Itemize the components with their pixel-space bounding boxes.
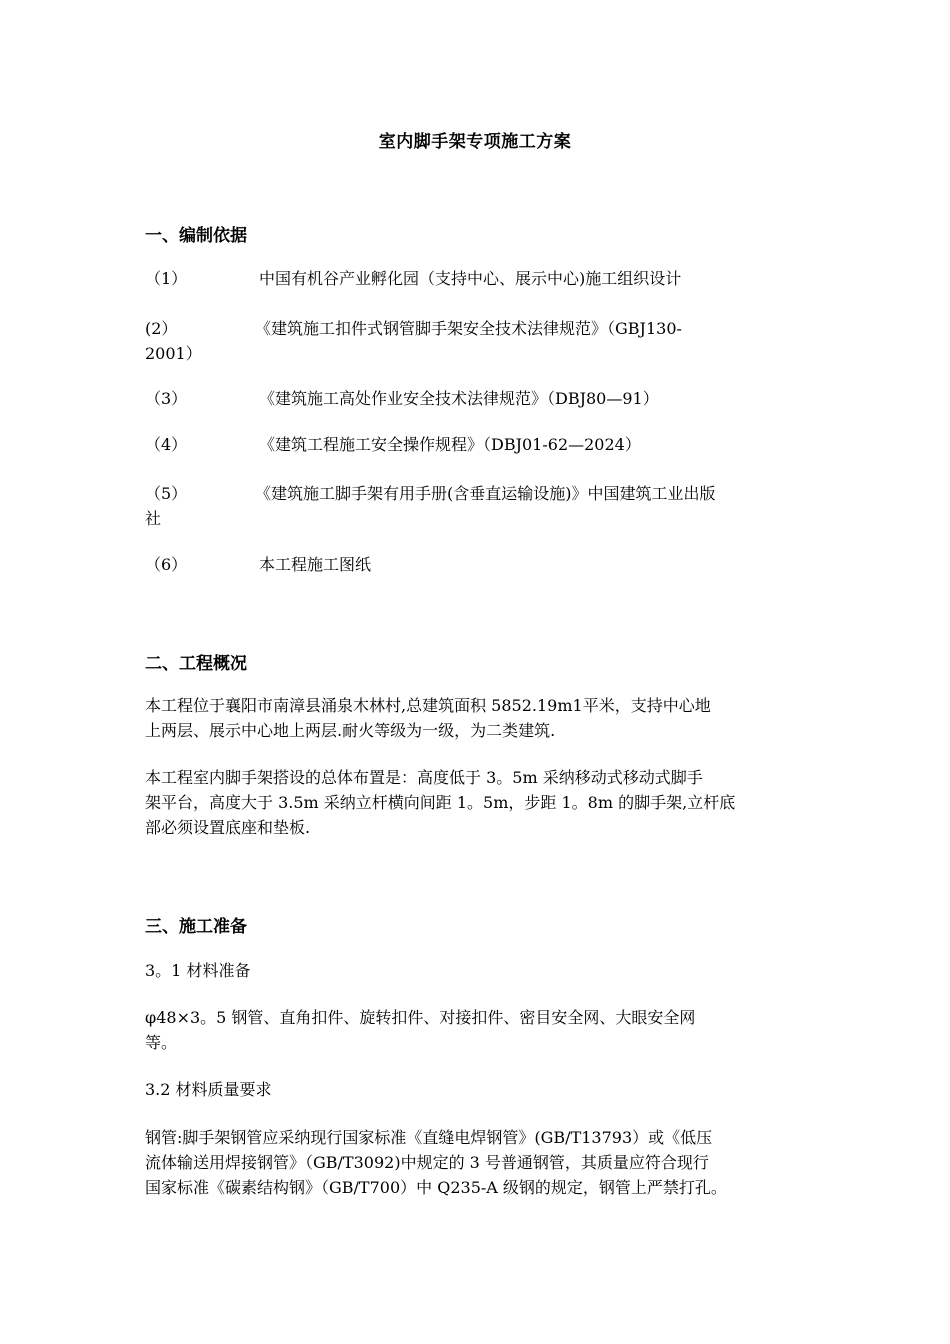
document-title: 室内脚手架专项施工方案 — [378, 132, 572, 152]
reference-number: （5） — [145, 484, 188, 503]
reference-item-3 — [145, 386, 805, 411]
text-line: 架平台，高度大于 3.5m 采纳立杆横向间距 1。5m，步距 1。8m 的脚手架,立杆底 — [145, 793, 736, 812]
reference-number: （3） — [145, 389, 188, 408]
text-line: φ48×3。5 钢管、直角扣件、旋转扣件、对接扣件、密目安全网、大眼安全网 — [145, 1008, 696, 1027]
reference-number: （6） — [145, 555, 188, 574]
reference-text: 《建筑施工高处作业安全技术法律规范》（DBJ80—91） — [259, 389, 659, 408]
reference-number: (2） — [145, 319, 178, 338]
reference-text: 本工程施工图纸 — [259, 555, 372, 574]
section-heading-basis: 一、编制依据 — [145, 226, 247, 246]
reference-text: 《建筑工程施工安全操作规程》（DBJ01-62—2024） — [259, 435, 641, 454]
quality-paragraph — [145, 1125, 805, 1200]
reference-item-6 — [145, 552, 805, 577]
text-line: 部必须设置底座和垫板. — [145, 818, 311, 837]
text-line: 上两层、展示中心地上两层.耐火等级为一级，为二类建筑. — [145, 721, 556, 740]
section-heading-preparation: 三、施工准备 — [145, 917, 247, 937]
text-line: 国家标准《碳素结构钢》（GB/T700）中 Q235-A 级钢的规定，钢管上严禁打孔。 — [145, 1178, 727, 1197]
text-line: 本工程室内脚手架搭设的总体布置是：高度低于 3。5m 采纳移动式移动式脚手 — [145, 768, 703, 787]
text-line: 流体输送用焊接钢管》（GB/T3092)中规定的 3 号普通钢管，其质量应符合现行 — [145, 1153, 709, 1172]
text-line: 钢管:脚手架钢管应采纳现行国家标准《直缝电焊钢管》(GB/T13793）或《低压 — [145, 1128, 713, 1147]
reference-item-5 — [145, 481, 805, 531]
overview-paragraph-1 — [145, 693, 805, 743]
reference-text: 《建筑施工扣件式钢管脚手架安全技术法律规范》（GBJ130- — [255, 319, 682, 338]
reference-text: 中国有机谷产业孵化园（支持中心、展示中心)施工组织设计 — [259, 269, 682, 288]
overview-paragraph-2 — [145, 765, 805, 840]
text-line: 等。 — [145, 1033, 178, 1052]
reference-item-1 — [145, 266, 805, 291]
subheading-quality: 3.2 材料质量要求 — [145, 1080, 272, 1099]
reference-text-continued: 2001） — [145, 344, 202, 363]
reference-number: （1） — [145, 269, 188, 288]
reference-number: （4） — [145, 435, 188, 454]
reference-text: 《建筑施工脚手架有用手册(含垂直运输设施)》中国建筑工业出版 — [255, 484, 716, 503]
materials-paragraph — [145, 1005, 805, 1055]
text-line: 本工程位于襄阳市南漳县涌泉木林村,总建筑面积 5852.19m1平米，支持中心地 — [145, 696, 711, 715]
reference-text-continued: 社 — [145, 509, 162, 528]
subheading-materials: 3。1 材料准备 — [145, 961, 251, 980]
reference-item-2 — [145, 316, 805, 366]
section-heading-overview: 二、工程概况 — [145, 654, 247, 674]
reference-item-4 — [145, 432, 805, 457]
